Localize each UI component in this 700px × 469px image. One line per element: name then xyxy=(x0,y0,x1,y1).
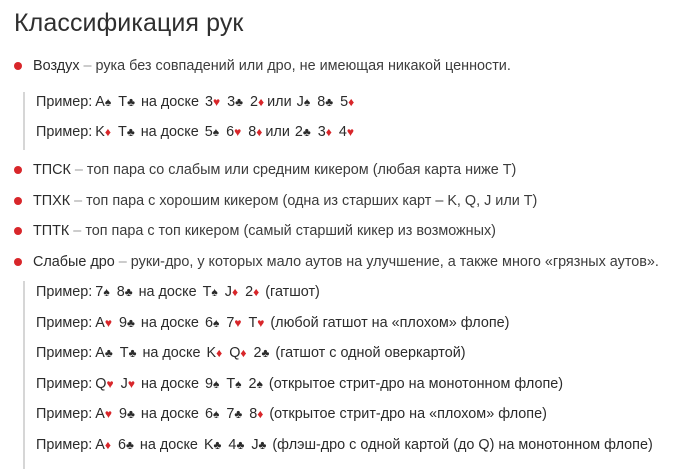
playing-card xyxy=(227,94,243,110)
bullet-icon xyxy=(14,227,22,235)
playing-card xyxy=(248,315,264,331)
playing-card xyxy=(205,124,219,140)
list-item-text xyxy=(33,58,511,74)
card-rank: 7 xyxy=(226,406,235,422)
list-item-text xyxy=(33,223,496,239)
card-rank: Q xyxy=(229,345,241,361)
playing-card xyxy=(251,437,266,453)
card-rank: 3 xyxy=(204,94,213,110)
example-label: Пример: xyxy=(36,345,93,361)
spade-icon: ♠ xyxy=(212,407,220,421)
heart-icon: ♥ xyxy=(127,377,135,391)
example-note: (любой гатшот на «плохом» флопе) xyxy=(270,315,510,331)
playing-card xyxy=(95,94,111,110)
playing-card xyxy=(95,315,112,331)
board-label: на доске xyxy=(140,94,199,110)
playing-card xyxy=(317,94,333,110)
playing-card xyxy=(119,315,135,331)
board-label: на доске xyxy=(142,345,201,361)
board-label: на доске xyxy=(140,406,199,422)
description: топ пара с топ кикером (самый старший кикер из возможных) xyxy=(85,223,496,239)
example-label: Пример: xyxy=(36,376,93,392)
card-rank: 6 xyxy=(204,315,213,331)
playing-card xyxy=(318,124,332,140)
term: ТПХК xyxy=(33,193,71,209)
playing-card xyxy=(120,345,137,361)
playing-card xyxy=(249,406,263,422)
bullet-icon xyxy=(14,166,22,174)
playing-card xyxy=(225,284,238,300)
list-item-tptk xyxy=(14,222,496,240)
playing-card xyxy=(226,376,241,392)
example-line xyxy=(36,344,466,362)
playing-card xyxy=(229,345,246,361)
playing-card xyxy=(95,437,111,453)
board-label: на доске xyxy=(139,437,198,453)
heart-icon: ♥ xyxy=(106,377,114,391)
playing-card xyxy=(205,376,219,392)
separator: – xyxy=(79,58,96,74)
card-rank: A xyxy=(95,406,105,422)
list-item-weak-draws xyxy=(14,253,659,271)
card-rank: T xyxy=(226,376,236,392)
example-label: Пример: xyxy=(36,94,93,110)
description: топ пара со слабым или средним кикером (любая карта ниже Т) xyxy=(86,162,517,178)
card-rank: 8 xyxy=(248,124,257,140)
spade-icon: ♠ xyxy=(103,285,110,299)
club-icon: ♣ xyxy=(236,438,245,452)
diamond-icon: ♦ xyxy=(348,95,355,109)
heart-icon: ♥ xyxy=(104,407,113,421)
example-line xyxy=(36,436,653,454)
heart-icon: ♥ xyxy=(212,95,221,109)
playing-card xyxy=(339,124,354,140)
club-icon: ♣ xyxy=(258,438,267,452)
card-rank: 7 xyxy=(95,284,104,300)
example-line xyxy=(36,314,509,332)
card-rank: 8 xyxy=(116,284,125,300)
playing-card xyxy=(95,406,112,422)
example-line xyxy=(36,123,354,141)
playing-card xyxy=(254,345,270,361)
example-note: (открытое стрит-дро на «плохом» флопе) xyxy=(269,406,547,422)
card-rank: T xyxy=(118,94,128,110)
playing-card xyxy=(118,437,134,453)
example-note: (гатшот) xyxy=(265,284,320,300)
example-line xyxy=(36,375,563,393)
card-rank: T xyxy=(118,124,127,140)
card-rank: 2 xyxy=(245,284,254,300)
heart-icon: ♥ xyxy=(234,316,242,330)
term: ТПСК xyxy=(33,162,71,178)
card-rank: 9 xyxy=(119,406,128,422)
card-rank: 2 xyxy=(248,376,257,392)
playing-card xyxy=(245,284,259,300)
quote-bar xyxy=(23,92,25,150)
playing-card xyxy=(249,376,263,392)
diamond-icon: ♦ xyxy=(104,438,112,452)
spade-icon: ♠ xyxy=(256,377,263,391)
description: рука без совпадений или дро, не имеющая никакой ценности. xyxy=(95,58,511,74)
playing-card xyxy=(121,376,135,392)
playing-card xyxy=(118,94,135,110)
spade-icon: ♠ xyxy=(212,377,220,391)
club-icon: ♣ xyxy=(325,95,334,109)
spade-icon: ♠ xyxy=(212,125,220,139)
club-icon: ♣ xyxy=(234,407,243,421)
board-label: на доске xyxy=(140,124,199,140)
term: Слабые дро xyxy=(33,254,115,270)
list-item-text xyxy=(33,254,659,270)
card-rank: K xyxy=(206,345,217,361)
club-icon: ♣ xyxy=(126,125,135,139)
card-rank: 4 xyxy=(338,124,347,140)
playing-card xyxy=(118,124,135,140)
board-label: на доске xyxy=(140,376,199,392)
club-icon: ♣ xyxy=(213,438,222,452)
club-icon: ♣ xyxy=(127,316,135,330)
playing-card xyxy=(206,345,222,361)
playing-card xyxy=(119,406,135,422)
card-rank: K xyxy=(95,124,105,140)
playing-card xyxy=(204,437,221,453)
club-icon: ♣ xyxy=(128,346,137,360)
club-icon: ♣ xyxy=(127,407,135,421)
description: топ пара с хорошим кикером (одна из старших карт – K, Q, J или T) xyxy=(86,193,538,209)
playing-card xyxy=(228,437,244,453)
playing-card xyxy=(205,406,219,422)
card-rank: 9 xyxy=(119,315,128,331)
card-rank: 7 xyxy=(226,315,235,331)
card-rank: A xyxy=(95,94,105,110)
playing-card xyxy=(117,284,133,300)
card-rank: 8 xyxy=(317,94,326,110)
playing-card xyxy=(95,124,111,140)
example-label: Пример: xyxy=(36,124,93,140)
playing-card xyxy=(95,376,113,392)
example-line xyxy=(36,93,354,111)
board-label: на доске xyxy=(140,315,199,331)
or-label: или xyxy=(265,124,290,140)
bullet-icon xyxy=(14,62,22,70)
diamond-icon: ♦ xyxy=(240,346,247,360)
diamond-icon: ♦ xyxy=(104,125,112,139)
heart-icon: ♥ xyxy=(346,125,355,139)
club-icon: ♣ xyxy=(127,95,135,109)
card-rank: J xyxy=(251,437,259,453)
description: руки-дро, у которых мало аутов на улучшение, а также много «грязных аутов». xyxy=(130,254,659,270)
card-rank: 3 xyxy=(317,124,326,140)
term: ТПТК xyxy=(33,223,70,239)
card-rank: J xyxy=(296,94,304,110)
spade-icon: ♠ xyxy=(104,95,112,109)
card-rank: Q xyxy=(95,376,107,392)
separator: – xyxy=(70,162,87,178)
club-icon: ♣ xyxy=(261,346,270,360)
club-icon: ♣ xyxy=(124,285,133,299)
playing-card xyxy=(205,315,219,331)
heart-icon: ♥ xyxy=(104,316,113,330)
club-icon: ♣ xyxy=(235,95,243,109)
card-rank: J xyxy=(224,284,232,300)
diamond-icon: ♦ xyxy=(256,125,263,139)
heart-icon: ♥ xyxy=(234,125,242,139)
list-item-air xyxy=(14,57,511,75)
card-rank: T xyxy=(202,284,212,300)
card-rank: 6 xyxy=(118,437,127,453)
example-line xyxy=(36,405,547,423)
card-rank: 6 xyxy=(226,124,235,140)
playing-card xyxy=(295,124,311,140)
diamond-icon: ♦ xyxy=(231,285,239,299)
example-note: (гатшот с одной оверкартой) xyxy=(275,345,466,361)
diamond-icon: ♦ xyxy=(325,125,332,139)
diamond-icon: ♦ xyxy=(257,407,264,421)
card-rank: T xyxy=(248,315,258,331)
example-note: (открытое стрит-дро на монотонном флопе) xyxy=(268,376,564,392)
separator: – xyxy=(114,254,131,270)
page-title: Классификация рук xyxy=(14,9,244,37)
card-rank: 5 xyxy=(340,94,349,110)
bullet-icon xyxy=(14,258,22,266)
playing-card xyxy=(226,315,241,331)
list-item-tphk xyxy=(14,192,537,210)
example-label: Пример: xyxy=(36,284,93,300)
example-note: (флэш-дро с одной картой (до Q) на монотонном флопе) xyxy=(272,437,653,453)
playing-card xyxy=(205,94,220,110)
playing-card xyxy=(95,284,109,300)
playing-card xyxy=(297,94,311,110)
card-rank: A xyxy=(95,315,105,331)
card-rank: T xyxy=(119,345,129,361)
club-icon: ♣ xyxy=(104,346,113,360)
playing-card xyxy=(340,94,354,110)
list-item-tpsk xyxy=(14,161,516,179)
example-line xyxy=(36,283,320,301)
spade-icon: ♠ xyxy=(303,95,311,109)
diamond-icon: ♦ xyxy=(253,285,260,299)
diamond-icon: ♦ xyxy=(216,346,223,360)
card-rank: 2 xyxy=(294,124,303,140)
separator: – xyxy=(69,223,86,239)
playing-card xyxy=(250,94,264,110)
example-label: Пример: xyxy=(36,315,93,331)
playing-card xyxy=(95,345,112,361)
club-icon: ♣ xyxy=(126,438,134,452)
example-label: Пример: xyxy=(36,437,93,453)
playing-card xyxy=(203,284,218,300)
board-label: на доске xyxy=(138,284,197,300)
card-rank: K xyxy=(203,437,214,453)
diamond-icon: ♦ xyxy=(258,95,265,109)
spade-icon: ♠ xyxy=(212,316,220,330)
card-rank: 5 xyxy=(204,124,213,140)
card-rank: 9 xyxy=(204,376,213,392)
club-icon: ♣ xyxy=(302,125,311,139)
list-item-text xyxy=(33,162,516,178)
bullet-icon xyxy=(14,197,22,205)
term: Воздух xyxy=(33,58,80,74)
playing-card xyxy=(226,124,241,140)
card-rank: 6 xyxy=(204,406,213,422)
or-label: или xyxy=(267,94,292,110)
playing-card xyxy=(226,406,242,422)
card-rank: 2 xyxy=(253,345,262,361)
card-rank: 4 xyxy=(228,437,237,453)
list-item-text xyxy=(33,193,537,209)
separator: – xyxy=(70,193,87,209)
card-rank: A xyxy=(95,437,105,453)
playing-card xyxy=(248,124,262,140)
card-rank: A xyxy=(95,345,105,361)
quote-bar xyxy=(23,281,25,469)
spade-icon: ♠ xyxy=(235,377,242,391)
card-rank: J xyxy=(120,376,128,392)
heart-icon: ♥ xyxy=(257,316,265,330)
card-rank: 8 xyxy=(249,406,258,422)
card-rank: 3 xyxy=(227,94,236,110)
card-rank: 2 xyxy=(250,94,259,110)
spade-icon: ♠ xyxy=(211,285,218,299)
example-label: Пример: xyxy=(36,406,93,422)
